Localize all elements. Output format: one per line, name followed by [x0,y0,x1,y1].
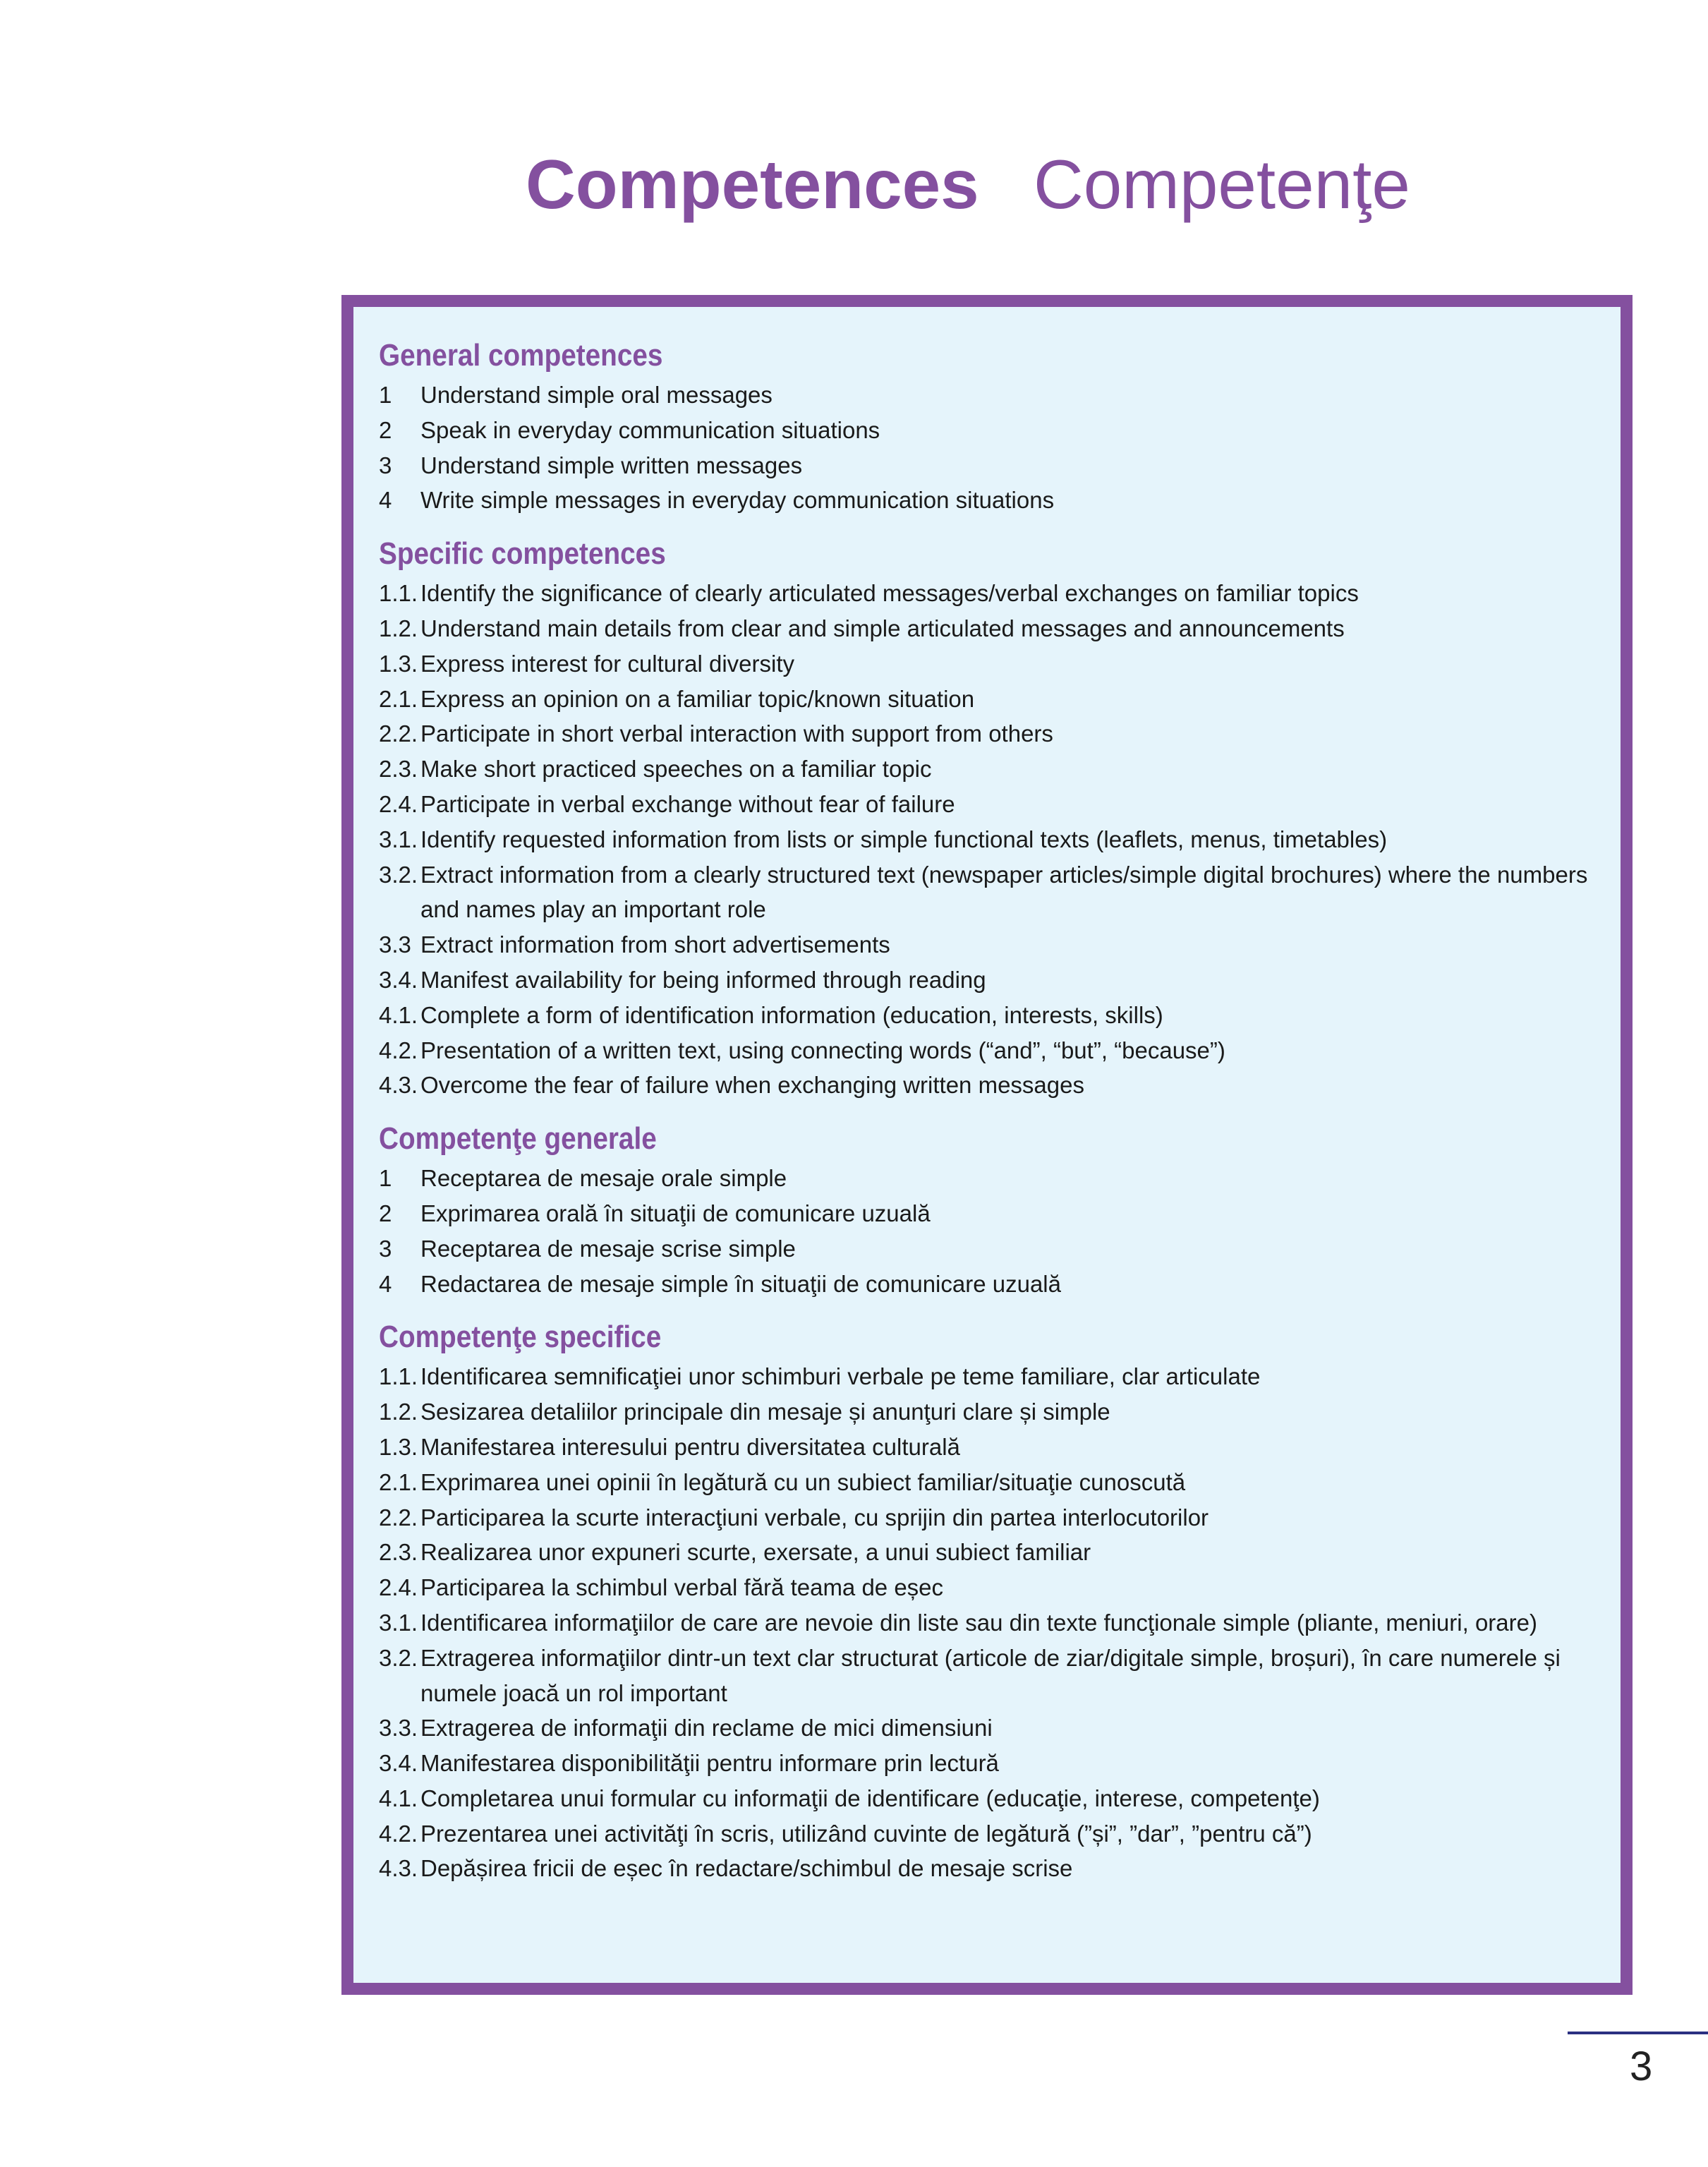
competence-item [379,611,1592,646]
section-heading: Competenţe specifice [379,1320,662,1355]
competence-number: 4 [379,1270,392,1297]
competence-number: 3.2. [379,861,418,888]
competence-text: Realizarea unor expuneri scurte, exersate, a unui subiect familiar [420,1539,1091,1566]
competence-item [379,1430,1592,1465]
competence-number: 4.1. [379,1001,418,1028]
competence-text: Understand main details from clear and simple articulated messages and announcements [420,615,1345,641]
competence-number: 2.2. [379,720,418,747]
competence-text: Manifestarea disponibilităţii pentru informare prin lectură [420,1750,999,1777]
title-romanian: Competenţe [1034,145,1410,223]
competence-item [379,1196,1592,1231]
competence-number: 3.4. [379,1750,418,1777]
competence-item [379,1816,1592,1852]
competence-item [379,378,1592,413]
competence-text: Manifest availability for being informed through reading [420,966,986,993]
competence-number: 1.3. [379,650,418,677]
competence-text: Participate in verbal exchange without fear of failure [420,790,955,817]
competence-text: Identify requested information from lists or simple functional texts (leaflets, menus, timetables) [420,826,1388,852]
competence-text: Prezentarea unei activităţi în scris, utilizând cuvinte de legătură (”și”, ”dar”, ”pentru că”) [420,1820,1312,1847]
competences-box [341,295,1633,1995]
competence-text: Receptarea de mesaje orale simple [420,1165,787,1192]
competence-item [379,1781,1592,1816]
competence-text: Write simple messages in everyday communication situations [420,487,1055,514]
competence-number: 2.4. [379,1574,418,1601]
competence-text: Make short practiced speeches on a familiar topic [420,756,932,783]
competence-number: 2.3. [379,1539,418,1566]
competences-list [379,334,1592,1886]
competence-item [379,1500,1592,1535]
competence-item [379,646,1592,682]
competence-text: Extract information from a clearly structured text (newspaper articles/simple digital brochures) where the numbers and names play an important role [420,861,1588,923]
section-heading: General competences [379,338,663,373]
competence-item [379,962,1592,998]
competence-number: 1.2. [379,1399,418,1425]
competence-item [379,1394,1592,1430]
competence-number: 4.1. [379,1785,418,1811]
competence-text: Participate in short verbal interaction with support from others [420,720,1053,747]
competence-item [379,1033,1592,1068]
competence-item [379,1851,1592,1886]
competence-item [379,716,1592,751]
competence-number: 3 [379,452,392,478]
competence-text: Overcome the fear of failure when exchanging written messages [420,1072,1084,1099]
competence-item [379,576,1592,611]
page-number: 3 [1630,2044,1653,2089]
competence-text: Completarea unui formular cu informaţii de identificare (educaţie, interese, competenţe) [420,1785,1320,1811]
competence-text: Exprimarea unei opinii în legătură cu un subiect familiar/situaţie cunoscută [420,1468,1186,1495]
competence-text: Express an opinion on a familiar topic/known situation [420,685,975,712]
competence-number: 2.4. [379,790,418,817]
section-heading: Specific competences [379,536,666,572]
competence-number: 4.3. [379,1855,418,1882]
competence-number: 1.2. [379,615,418,641]
competence-item [379,822,1592,857]
competence-number: 4.2. [379,1820,418,1847]
competence-text: Identificarea informaţiilor de care are nevoie din liste sau din texte funcţionale simple (pliante, meniuri, orare) [420,1609,1537,1636]
competence-text: Presentation of a written text, using connecting words (“and”, “but”, “because”) [420,1037,1225,1063]
competence-number: 1 [379,382,392,408]
competence-number: 1.3. [379,1433,418,1460]
competence-item [379,1710,1592,1746]
competence-item [379,1641,1592,1711]
competence-item [379,483,1592,518]
competence-number: 3.3. [379,1715,418,1742]
competence-number: 3.2. [379,1644,418,1671]
competence-text: Understand simple oral messages [420,382,773,408]
competence-number: 3.1. [379,1609,418,1636]
competence-number: 3 [379,1235,392,1262]
competence-text: Participarea la schimbul verbal fără teama de eșec [420,1574,944,1601]
competence-text: Redactarea de mesaje simple în situaţii de comunicare uzuală [420,1270,1061,1297]
competence-number: 4.3. [379,1072,418,1099]
competence-item [379,1161,1592,1196]
competence-text: Exprimarea orală în situaţii de comunicare uzuală [420,1200,931,1226]
section-heading: Competenţe generale [379,1121,657,1157]
competence-number: 2.3. [379,756,418,783]
competence-text: Extragerea de informaţii din reclame de mici dimensiuni [420,1715,993,1742]
competence-number: 3.1. [379,826,418,852]
competence-number: 1.1. [379,580,418,607]
competence-number: 2.1. [379,1468,418,1495]
competence-number: 2.2. [379,1504,418,1531]
competence-item [379,1465,1592,1500]
competence-text: Extragerea informaţiilor dintr-un text clar structurat (articole de ziar/digitale simple, broșuri), în care numerele și numele joacă un rol important [420,1644,1561,1706]
footer-rule [1568,2032,1708,2034]
competence-item [379,413,1592,448]
competence-number: 4 [379,487,392,514]
competence-text: Identify the significance of clearly articulated messages/verbal exchanges on familiar topics [420,580,1359,607]
competence-item [379,448,1592,483]
competence-number: 3.4. [379,966,418,993]
competence-item [379,857,1592,928]
competence-item [379,1535,1592,1570]
competence-text: Identificarea semnificaţiei unor schimburi verbale pe teme familiare, clar articulate [420,1363,1261,1390]
competence-text: Extract information from short advertisements [420,931,890,958]
competence-item [379,682,1592,717]
competence-item [379,1231,1592,1267]
competence-item [379,1068,1592,1103]
competence-item [379,1359,1592,1394]
competence-text: Understand simple written messages [420,452,803,478]
competence-text: Sesizarea detaliilor principale din mesaje și anunţuri clare și simple [420,1399,1110,1425]
competence-item [379,1570,1592,1605]
competence-item [379,751,1592,787]
competence-text: Express interest for cultural diversity [420,650,795,677]
competence-number: 2.1. [379,685,418,712]
competence-number: 1.1. [379,1363,418,1390]
competence-number: 2 [379,1200,392,1226]
competence-item [379,1746,1592,1781]
competence-item [379,998,1592,1033]
competence-item [379,787,1592,822]
competence-number: 3.3 [379,931,411,958]
competence-number: 4.2. [379,1037,418,1063]
competence-text: Depășirea fricii de eșec în redactare/schimbul de mesaje scrise [420,1855,1073,1882]
competence-text: Speak in everyday communication situations [420,416,880,443]
competence-item [379,1605,1592,1641]
competence-number: 1 [379,1165,392,1192]
competence-text: Receptarea de mesaje scrise simple [420,1235,796,1262]
competence-item [379,1267,1592,1302]
competence-item [379,927,1592,962]
competence-text: Participarea la scurte interacţiuni verbale, cu sprijin din partea interlocutorilor [420,1504,1209,1531]
title-english: Competences [526,145,979,223]
competence-number: 2 [379,416,392,443]
competence-text: Manifestarea interesului pentru diversitatea culturală [420,1433,960,1460]
competence-text: Complete a form of identification information (education, interests, skills) [420,1001,1163,1028]
